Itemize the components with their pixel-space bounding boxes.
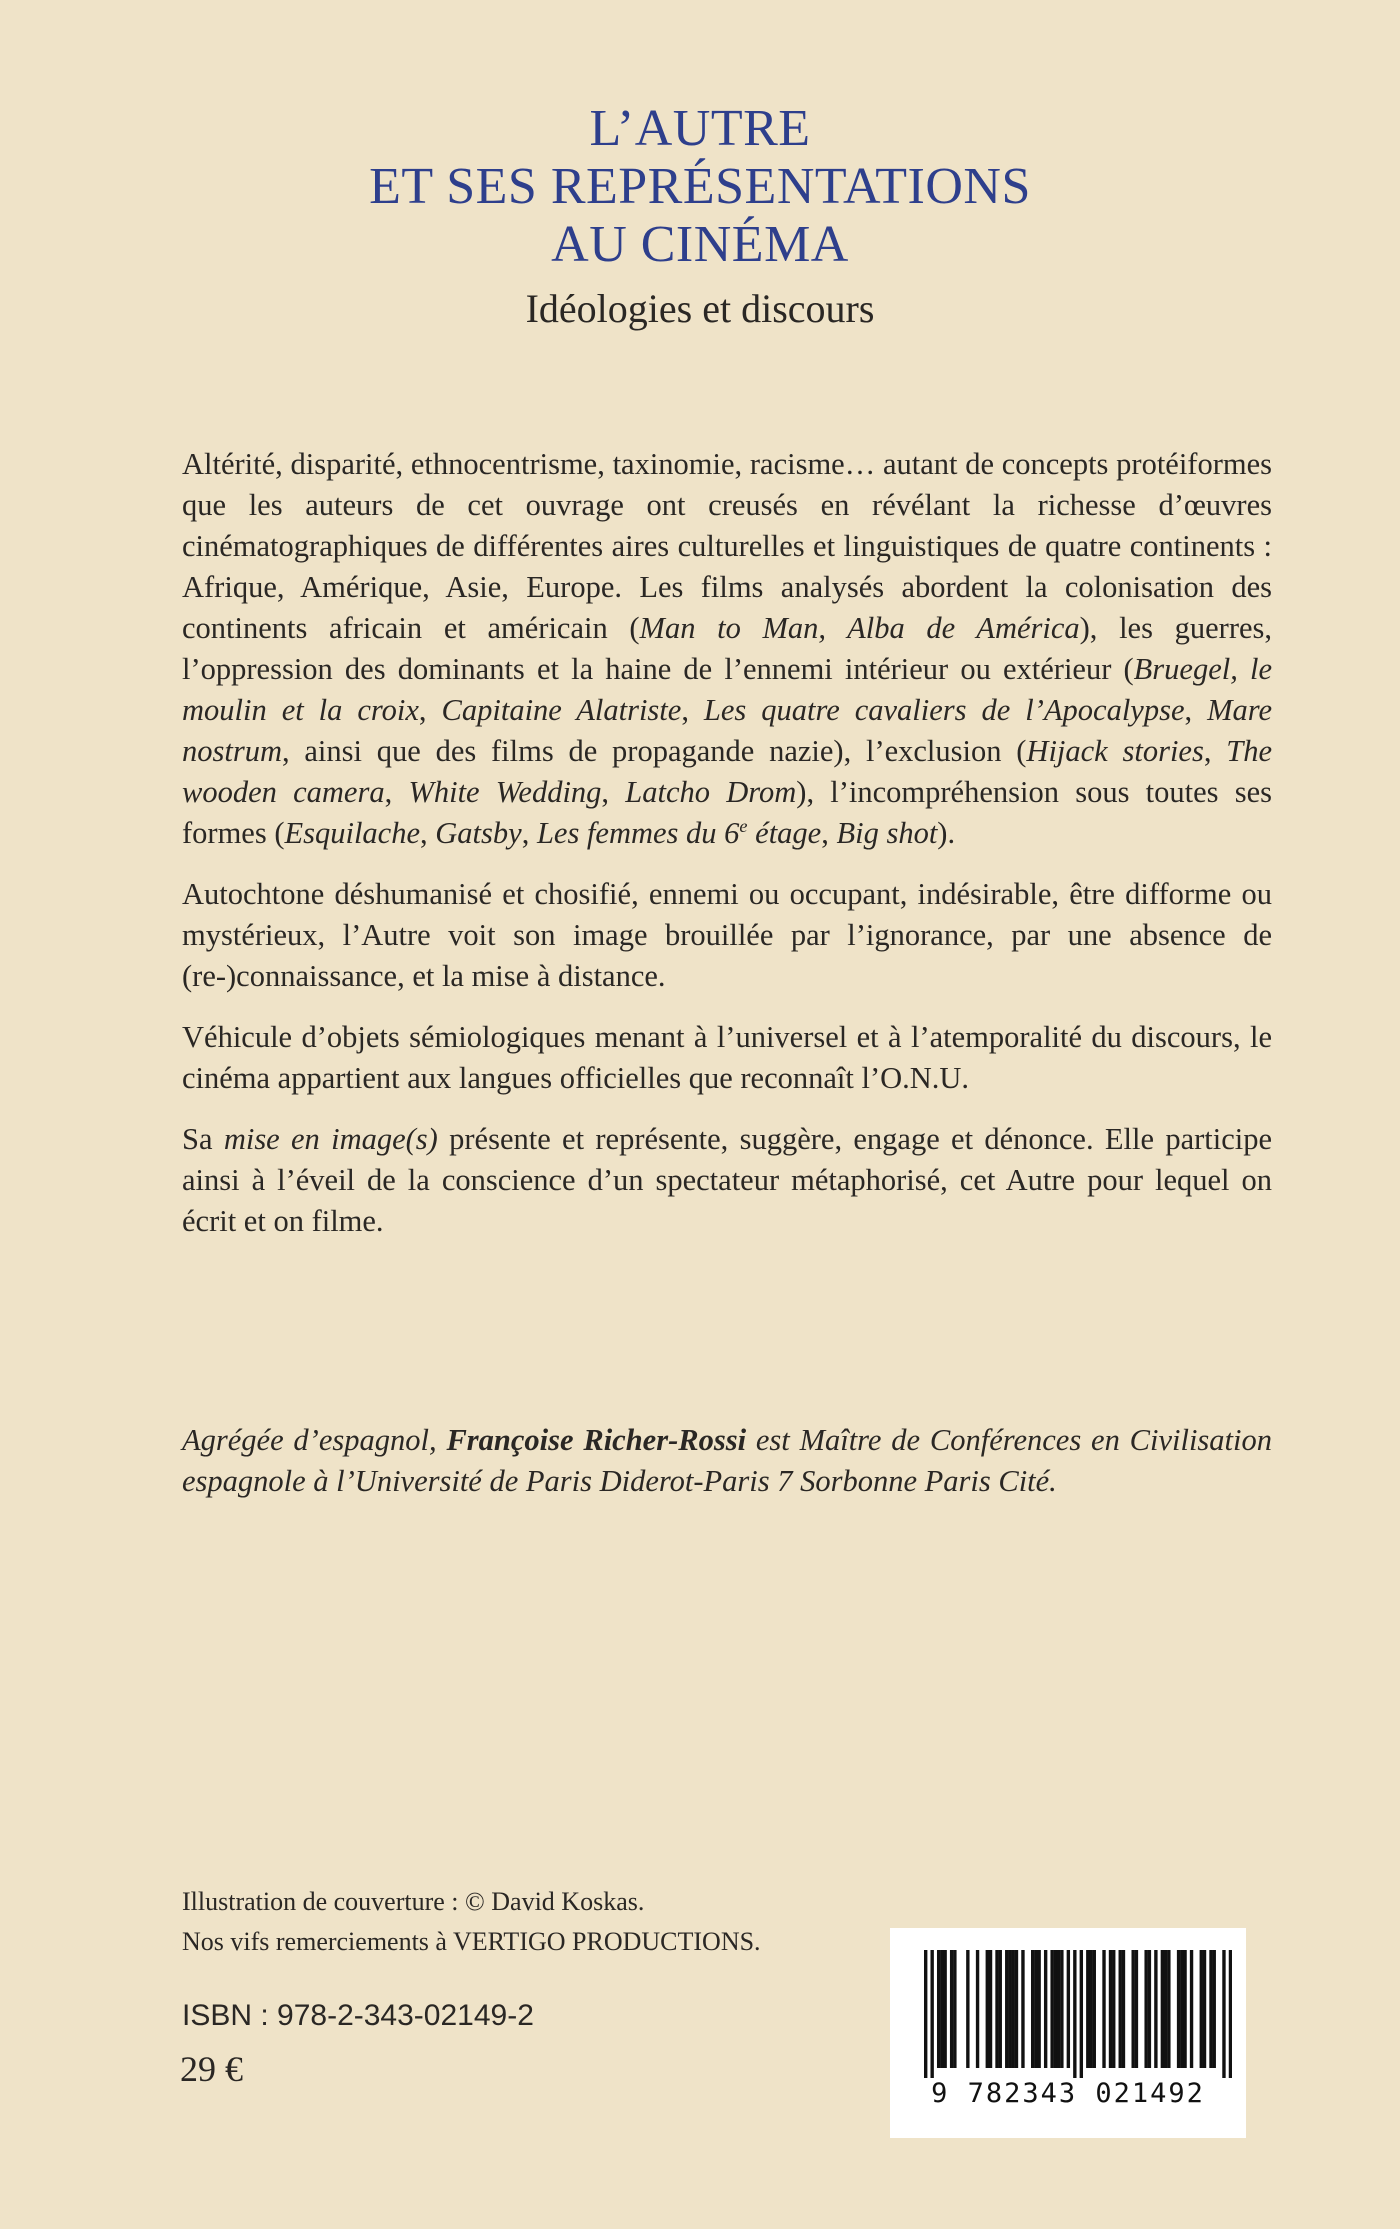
text: , ainsi que des films de propagande nazie), l’exclusion ( (282, 734, 1027, 768)
barcode (890, 1928, 1246, 2138)
emphasis: mise en image(s) (223, 1122, 438, 1156)
barcode-bar (1203, 1950, 1206, 2068)
film-title: Mare nostrum (182, 693, 1273, 768)
text: , (521, 816, 537, 850)
barcode-bar (976, 1950, 979, 2068)
barcode-bar (1034, 1950, 1037, 2068)
film-title: Gatsby (435, 816, 522, 850)
barcode-bar (1073, 1950, 1076, 2078)
barcode-bar (1037, 1950, 1040, 2068)
barcode-bar (1177, 1950, 1180, 2068)
barcode-bar (1089, 1950, 1092, 2068)
barcode-bar (1131, 1950, 1134, 2068)
blurb-paragraph-1 (182, 444, 1272, 854)
film-title: The wooden camera (182, 734, 1272, 809)
title-line-2: ET SES REPRÉSENTATIONS (369, 158, 1031, 215)
barcode-bar (1012, 1950, 1015, 2068)
barcode-bar (1093, 1950, 1096, 2068)
barcode-bar (995, 1950, 998, 2068)
barcode-bar (1102, 1950, 1105, 2068)
film-title: Latcho Drom (625, 775, 797, 809)
acknowledgements: Nos vifs remerciements à VERTIGO PRODUCTIONS. (182, 1927, 761, 1956)
barcode-bar (1015, 1950, 1018, 2068)
barcode-bar (1180, 1950, 1183, 2068)
barcode-bar (1112, 1950, 1115, 2068)
barcode-bar (1050, 1950, 1053, 2068)
title-line-3: AU CINÉMA (551, 216, 849, 273)
barcode-bar (1154, 1950, 1157, 2068)
barcode-bar (986, 1950, 989, 2068)
text: , (681, 693, 704, 727)
barcode-bar (1021, 1950, 1024, 2068)
barcode-bar (1135, 1950, 1138, 2068)
text: ), les guerres, l’oppression des dominants et la haine de l’ennemi intérieur ou extérieur ( (182, 611, 1273, 686)
blurb (182, 444, 1272, 1262)
film-title: Capitaine Alatriste (441, 693, 682, 727)
illustration-credit: Illustration de couverture : © David Koskas. (182, 1887, 645, 1916)
barcode-bar (1144, 1950, 1147, 2068)
barcode-bar (1067, 1950, 1070, 2068)
barcode-bar (1222, 1950, 1225, 2078)
text: , (601, 775, 626, 809)
price: 29 € (180, 2049, 243, 2089)
text: , (384, 775, 409, 809)
title-block (0, 100, 1400, 332)
text: , (418, 693, 442, 727)
barcode-bar (1086, 1950, 1089, 2068)
text: est Maître de Conférences en Civilisation espagnole à l’Université de Paris Diderot-Paris 7 Sorbonne Paris Cité. (182, 1423, 1272, 1498)
film-title: Hijack stories (1026, 734, 1204, 768)
isbn: ISBN : 978-2-343-02149-2 (182, 1999, 534, 2032)
superscript: e (739, 815, 748, 836)
blurb-paragraph-4 (182, 1119, 1272, 1242)
barcode-bar (1213, 1950, 1216, 2068)
title-line-1: L’AUTRE (589, 100, 811, 157)
barcode-bar (1031, 1950, 1034, 2068)
text: ). (937, 816, 956, 850)
barcode-bars (904, 1950, 1232, 2078)
barcode-bar (953, 1950, 956, 2068)
barcode-bar (950, 1950, 953, 2068)
film-title: Bruegel, le moulin et la croix (182, 652, 1272, 727)
barcode-bar (1057, 1950, 1060, 2068)
barcode-bar (1164, 1950, 1167, 2068)
barcode-bar (1167, 1950, 1170, 2068)
barcode-bar (1109, 1950, 1112, 2068)
barcode-bar (1122, 1950, 1125, 2068)
barcode-bar (937, 1950, 940, 2068)
barcode-bar (1183, 1950, 1186, 2068)
barcode-bar (999, 1950, 1002, 2068)
blurb-paragraph-2: Autochtone déshumanisé et chosifié, ennemi ou occupant, indésirable, être difforme ou mystérieux, l’Autre voit son image brouillée par l’ignorance, par une absence de (re-)connaissance, et la mise à distance. (182, 877, 1272, 993)
barcode-bar (924, 1950, 927, 2078)
author-name: Françoise Richer-Rossi (446, 1423, 747, 1457)
barcode-bar (1229, 1950, 1232, 2078)
barcode-bar (1200, 1950, 1203, 2068)
barcode-bar (1161, 1950, 1164, 2068)
author-bio (182, 1420, 1272, 1502)
text: , (420, 816, 436, 850)
barcode-bar (1209, 1950, 1212, 2068)
barcode-bar (966, 1950, 969, 2068)
text: , (1184, 693, 1208, 727)
barcode-bar (940, 1950, 943, 2068)
barcode-bar (989, 1950, 992, 2068)
film-title-part: étage (747, 816, 822, 850)
barcode-bar (1080, 1950, 1083, 2078)
text: ), l’incompréhension sous toutes ses formes ( (182, 775, 1273, 850)
film-title: Big shot (836, 816, 938, 850)
film-title: Esquilache (284, 816, 421, 850)
text: Sa (182, 1122, 224, 1156)
text: Agrégée d’espagnol, (182, 1423, 447, 1457)
film-title: White Wedding (408, 775, 602, 809)
barcode-bar (1060, 1950, 1063, 2068)
barcode-bar (943, 1950, 946, 2068)
credits (182, 1882, 882, 1962)
subtitle: Idéologies et discours (525, 286, 875, 331)
barcode-bar (1008, 1950, 1011, 2068)
text: Altérité, disparité, ethnocentrisme, taxinomie, racisme… autant de concepts protéiformes que les auteurs de cet ouvrage ont creusés en révélant la richesse d’œuvres cinématographiques de différentes aires culturelles et linguistiques de quatre continents : Afrique, Amérique, Asie, Europe. Les films analysés abordent la colonisation des continents africain et américain ( (182, 447, 1272, 645)
text: présente et représente, suggère, engage et dénonce. Elle participe ainsi à l’éveil de la conscience d’un spectateur métaphorisé, cet Autre pour lequel on écrit et on filme. (182, 1122, 1273, 1238)
text: , (1203, 734, 1227, 768)
film-title: Man to Man, Alba de América (639, 611, 1080, 645)
film-title (537, 816, 821, 850)
text: , (821, 816, 837, 850)
barcode-bar (1005, 1950, 1008, 2068)
film-title-part: Les femmes du 6 (536, 816, 740, 850)
barcode-bar (1148, 1950, 1151, 2068)
barcode-bar (1190, 1950, 1193, 2068)
barcode-bar (1044, 1950, 1047, 2068)
film-title: Les quatre cavaliers de l’Apocalypse (703, 693, 1185, 727)
barcode-bar (1054, 1950, 1057, 2068)
blurb-paragraph-3: Véhicule d’objets sémiologiques menant à l’universel et à l’atemporalité du discours, le cinéma appartient aux langues officielles que reconnaît l’O.N.U. (182, 1020, 1272, 1095)
barcode-number: 9 782343 021492 (931, 2078, 1205, 2109)
barcode-bar (1119, 1950, 1122, 2068)
barcode-bar (930, 1950, 933, 2078)
